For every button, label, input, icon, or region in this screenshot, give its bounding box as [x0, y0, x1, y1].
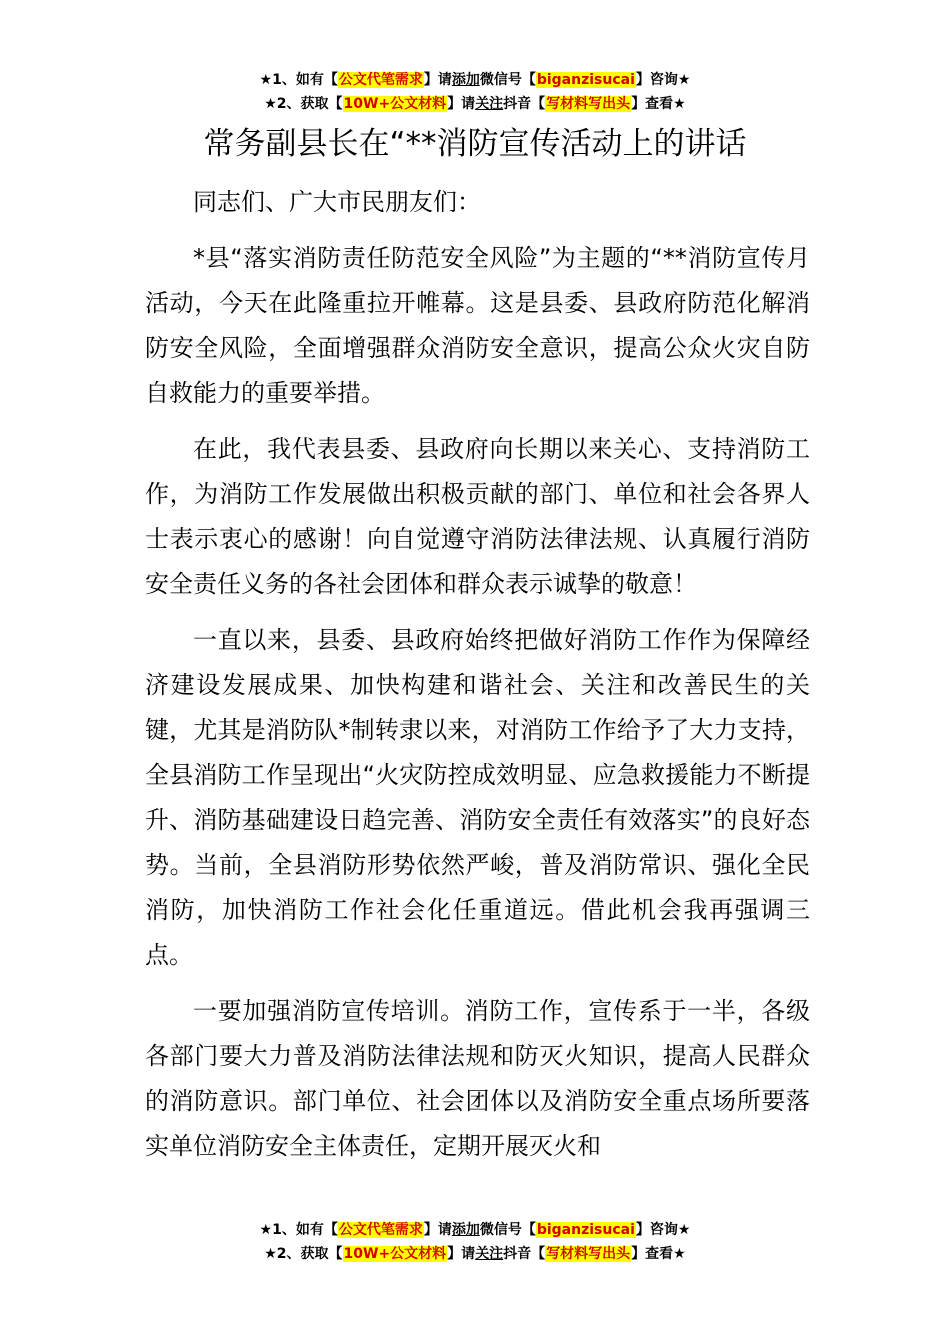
banner-text: 微信号【: [479, 72, 536, 88]
banner-text: 抖音【: [503, 96, 546, 112]
banner-line-1: [0, 68, 950, 92]
document-body: [145, 180, 810, 1169]
paragraph: *县“落实消防责任防范安全风险”为主题的“**消防宣传月活动，今天在此隆重拉开帷幕。这是县委、县政府防范化解消防安全风险，全面增强群众消防安全意识，提高公众火灾自防自救能力的重要举措。: [145, 244, 810, 407]
document-title: 常务副县长在“**消防宣传活动上的讲话: [203, 126, 747, 162]
banner-text: 】咨询★: [635, 1222, 691, 1238]
banner-line-1: [0, 1218, 950, 1242]
paragraph: 一直以来，县委、县政府始终把做好消防工作作为保障经济建设发展成果、加快构建和谐社会、关注和改善民生的关键，尤其是消防队*制转隶以来，对消防工作给予了大力支持，全县消防工作呈现出“火灾防控成效明显、应急救援能力不断提升、消防基础建设日趋完善、消防安全责任有效落实”的良好态势。当前，全县消防形势依然严峻，普及消防常识、强化全民消防，加快消防工作社会化任重道远。借此机会我再强调三点。: [145, 626, 810, 969]
banner-underlined-text: 关注: [475, 1246, 504, 1262]
banner-text: 】请: [423, 72, 452, 88]
banner-text: ★1、如有【: [259, 72, 338, 88]
banner-text: ★1、如有【: [259, 1222, 338, 1238]
banner-text: 】查看★: [631, 96, 686, 112]
banner-line-2: [0, 92, 950, 116]
banner-text: 】咨询★: [635, 72, 691, 88]
banner-text: 】请: [447, 1246, 476, 1262]
banner-text: 微信号【: [479, 1222, 536, 1238]
banner-highlight: 10W+公文材料: [343, 1246, 447, 1262]
banner-underlined-text: 添加: [451, 72, 480, 88]
banner-underlined-text: 关注: [475, 96, 504, 112]
banner-wechat-id: biganzisucai: [536, 72, 635, 88]
paragraph: 在此，我代表县委、县政府向长期以来关心、支持消防工作，为消防工作发展做出积极贡献的部门、单位和社会各界人士表示衷心的感谢！向自觉遵守消防法律法规、认真履行消防安全责任义务的各社会团体和群众表示诚挚的敬意！: [145, 435, 810, 598]
banner-douyin-name: 写材料写出头: [546, 96, 631, 112]
greeting: 同志们、广大市民朋友们：: [193, 188, 481, 216]
top-banner: [0, 68, 950, 116]
banner-text: 】查看★: [631, 1246, 686, 1262]
banner-text: 】请: [423, 1222, 452, 1238]
banner-douyin-name: 写材料写出头: [546, 1246, 631, 1262]
banner-underlined-text: 添加: [451, 1222, 480, 1238]
banner-highlight: 10W+公文材料: [343, 96, 447, 112]
banner-text: ★2、获取【: [264, 96, 343, 112]
banner-highlight: 公文代笔需求: [338, 1222, 423, 1238]
banner-line-2: [0, 1242, 950, 1266]
banner-highlight: 公文代笔需求: [338, 72, 423, 88]
banner-wechat-id: biganzisucai: [536, 1222, 635, 1238]
banner-text: 】请: [447, 96, 476, 112]
banner-text: ★2、获取【: [264, 1246, 343, 1262]
banner-text: 抖音【: [503, 1246, 546, 1262]
bottom-banner: [0, 1218, 950, 1266]
paragraph: 一要加强消防宣传培训。消防工作，宣传系于一半，各级各部门要大力普及消防法律法规和防灭火知识，提高人民群众的消防意识。部门单位、社会团体以及消防安全重点场所要落实单位消防安全主体责任，定期开展灭火和: [145, 997, 810, 1160]
